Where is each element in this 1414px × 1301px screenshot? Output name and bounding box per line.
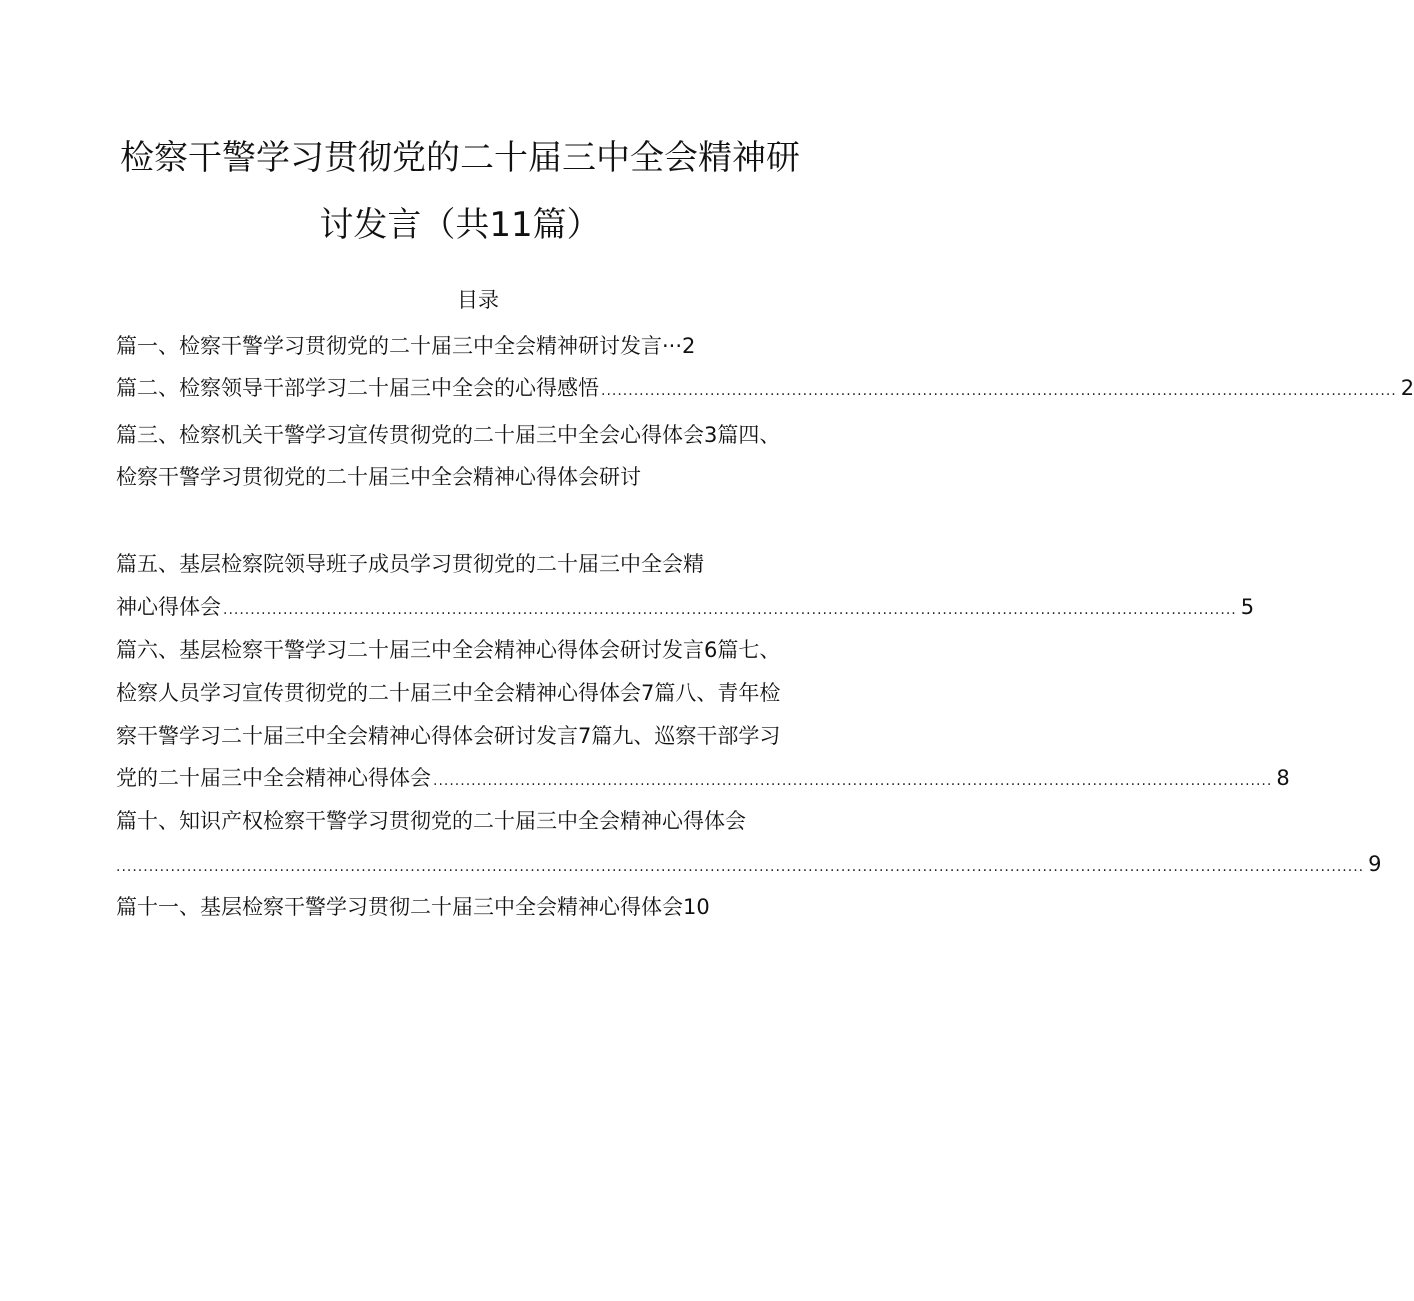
toc-entry-11[interactable] xyxy=(116,893,710,921)
toc-dot-leader: .......................................................................................................................................................... xyxy=(433,773,1273,789)
toc-entry-6[interactable] xyxy=(116,636,780,664)
toc-entry-7-text: 检察人员学习宣传贯彻党的二十届三中全会精神心得体会7篇八、青年检 xyxy=(116,681,781,705)
toc-entry-9-text: 党的二十届三中全会精神心得体会 xyxy=(116,766,431,790)
toc-entry-2-text: 篇二、检察领导干部学习二十届三中全会的心得感悟 xyxy=(116,376,599,400)
toc-entry-2-page: 2 xyxy=(1400,376,1414,400)
toc-entry-9-page: 8 xyxy=(1276,766,1290,790)
toc-entry-4[interactable] xyxy=(116,463,641,491)
toc-entry-7[interactable] xyxy=(116,679,780,707)
toc-entry-1[interactable] xyxy=(116,332,695,360)
toc-entry-5-cont[interactable] xyxy=(116,593,1255,624)
toc-entry-10-text: 篇十、知识产权检察干警学习贯彻党的二十届三中全会精神心得体会 xyxy=(116,809,746,833)
toc-entry-8[interactable] xyxy=(116,722,780,750)
toc-dot-leader: .................................................................................................................................................. xyxy=(601,383,1397,399)
toc-entry-1-text: 篇一、检察干警学习贯彻党的二十届三中全会精神研讨发言···2 xyxy=(116,334,696,358)
toc-entry-9[interactable] xyxy=(116,764,1290,795)
toc-entry-5-page: 5 xyxy=(1240,595,1255,619)
document-title-line-1: 检察干警学习贯彻党的二十届三中全会精神研 xyxy=(120,138,800,178)
toc-entry-10[interactable] xyxy=(116,807,746,835)
toc-entry-5-text: 篇五、基层检察院领导班子成员学习贯彻党的二十届三中全会精 xyxy=(116,552,704,576)
toc-entry-11-text: 篇十一、基层检察干警学习贯彻二十届三中全会精神心得体会10 xyxy=(116,895,710,919)
toc-entry-3[interactable] xyxy=(116,421,780,449)
document-title-line-2: 讨发言（共11篇） xyxy=(319,205,601,245)
toc-entry-5-text-cont: 神心得体会 xyxy=(116,595,221,619)
toc-heading: 目录 xyxy=(457,288,499,312)
toc-entry-10-cont[interactable] xyxy=(116,850,1382,881)
toc-entry-4-text: 检察干警学习贯彻党的二十届三中全会精神心得体会研讨 xyxy=(116,465,641,489)
toc-entry-5[interactable] xyxy=(116,550,704,578)
toc-entry-6-text: 篇六、基层检察干警学习二十届三中全会精神心得体会研讨发言6篇七、 xyxy=(116,638,781,662)
toc-entry-10-page: 9 xyxy=(1368,852,1382,876)
toc-dot-leader: .......................................................................................................................................................................................... xyxy=(223,602,1237,618)
toc-entry-2[interactable] xyxy=(116,374,1414,405)
toc-entry-3-text: 篇三、检察机关干警学习宣传贯彻党的二十届三中全会心得体会3篇四、 xyxy=(116,423,781,447)
toc-dot-leader: ..................................................................................................................................................................................................................................... xyxy=(116,859,1365,875)
toc-entry-8-text: 察干警学习二十届三中全会精神心得体会研讨发言7篇九、巡察干部学习 xyxy=(116,724,781,748)
